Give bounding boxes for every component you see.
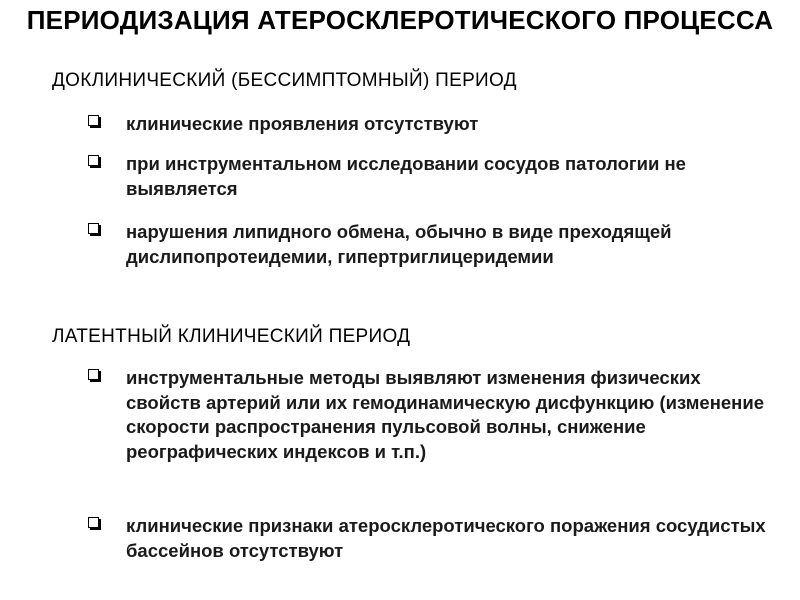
section-heading-latent: ЛАТЕНТНЫЙ КЛИНИЧЕСКИЙ ПЕРИОД: [52, 326, 411, 347]
bullet-text: при инструментальном исследовании сосудов патологии не выявляется: [126, 153, 686, 199]
bullet-text: клинические признаки атеросклеротического поражения сосудистых бассейнов отсутствуют: [126, 515, 766, 561]
hollow-square-bullet-icon: [88, 223, 99, 234]
bullet-text: клинические проявления отсутствуют: [126, 113, 479, 134]
slide-title: ПЕРИОДИЗАЦИЯ АТЕРОСКЛЕРОТИЧЕСКОГО ПРОЦЕССА: [26, 5, 774, 35]
hollow-square-bullet-icon: [88, 517, 99, 528]
bullet-text: нарушения липидного обмена, обычно в виде преходящей дислипопротеидемии, гипертриглицеридемии: [126, 221, 672, 267]
section-heading-preclinical: ДОКЛИНИЧЕСКИЙ (БЕССИМПТОМНЫЙ) ПЕРИОД: [52, 70, 517, 91]
hollow-square-bullet-icon: [88, 115, 99, 126]
bullet-text: инструментальные методы выявляют изменения физических свойств артерий или их гемодинамическую дисфункцию (изменение скорости распространения пульсовой волны, снижение реографических индексов и т.п.): [126, 367, 765, 462]
hollow-square-bullet-icon: [88, 369, 99, 380]
hollow-square-bullet-icon: [88, 155, 99, 166]
